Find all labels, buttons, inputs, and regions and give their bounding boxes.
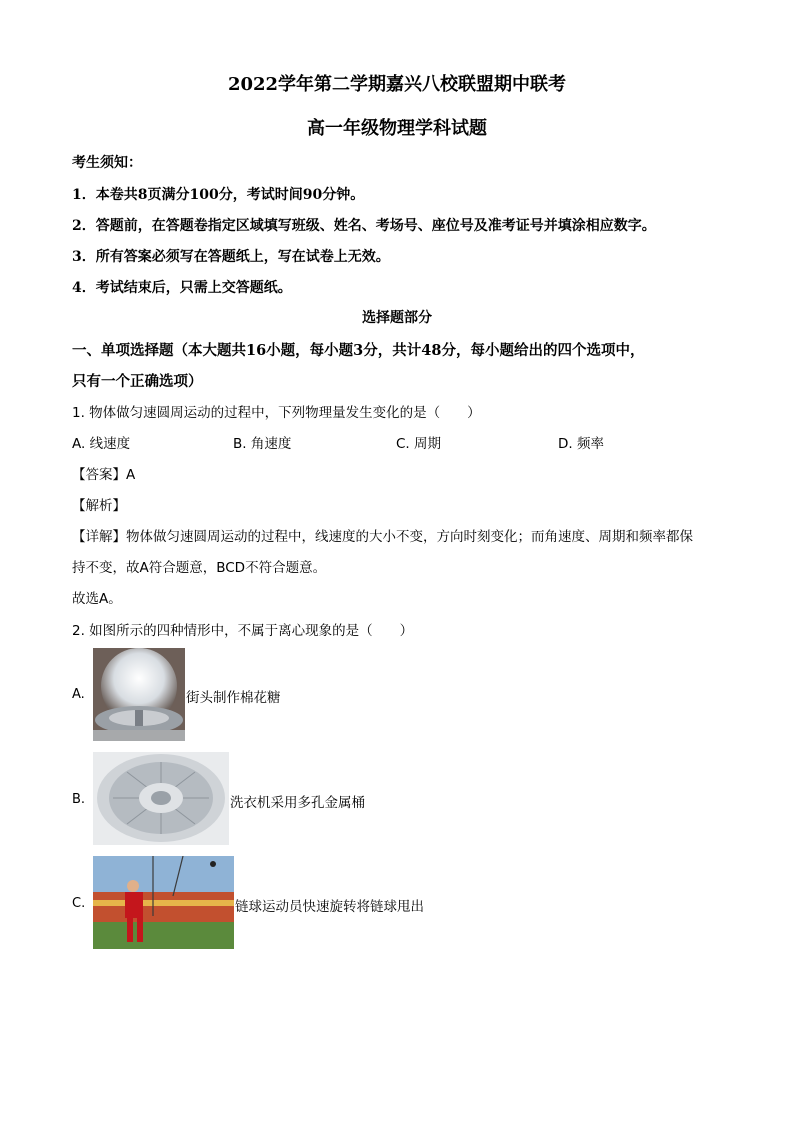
q1-option-a: A. 线速度 bbox=[72, 436, 131, 452]
part1-heading-line2: 只有一个正确选项） bbox=[72, 373, 203, 390]
q2-option-a-label: A. bbox=[72, 687, 85, 702]
washing-machine-photo bbox=[93, 752, 229, 845]
q2-option-c-caption: 链球运动员快速旋转将链球甩出 bbox=[235, 899, 424, 915]
notice-item-1: 1．本卷共8页满分100分，考试时间90分钟。 bbox=[72, 187, 365, 203]
q1-option-c: C. 周期 bbox=[396, 436, 442, 452]
cotton-candy-photo bbox=[93, 648, 185, 741]
q1-conclusion: 故选A。 bbox=[72, 591, 122, 607]
q2-stem: 2. 如图所示的四种情形中，不属于离心现象的是（ ） bbox=[72, 623, 414, 639]
notice-heading: 考生须知： bbox=[72, 155, 142, 171]
notice-item-4: 4．考试结束后，只需上交答题纸。 bbox=[72, 280, 292, 296]
q2-option-b-label: B. bbox=[72, 792, 86, 807]
q1-detail-line2: 持不变，故A符合题意，BCD不符合题意。 bbox=[72, 560, 327, 576]
q1-option-d: D. 频率 bbox=[558, 436, 604, 452]
exam-title: 2022学年第二学期嘉兴八校联盟期中联考 bbox=[227, 74, 567, 95]
q1-option-b: B. 角速度 bbox=[233, 436, 292, 452]
notice-item-3: 3．所有答案必须写在答题纸上，写在试卷上无效。 bbox=[72, 249, 390, 265]
part1-heading-line1: 一、单项选择题（本大题共16小题，每小题3分，共计48分，每小题给出的四个选项中， bbox=[72, 342, 645, 359]
q1-stem: 1. 物体做匀速圆周运动的过程中，下列物理量发生变化的是（ ） bbox=[72, 405, 481, 421]
q2-option-b-caption: 洗衣机采用多孔金属桶 bbox=[230, 795, 365, 811]
exam-subtitle: 高一年级物理学科试题 bbox=[307, 118, 487, 139]
q1-answer: 【答案】A bbox=[72, 467, 136, 483]
q1-analysis: 【解析】 bbox=[72, 498, 126, 514]
notice-item-2: 2．答题前，在答题卷指定区域填写班级、姓名、考场号、座位号及准考证号并填涂相应数字。 bbox=[72, 218, 656, 234]
section-title: 选择题部分 bbox=[362, 310, 432, 326]
hammer-throw-photo bbox=[93, 856, 234, 949]
q1-detail-line1: 【详解】物体做匀速圆周运动的过程中，线速度的大小不变，方向时刻变化；而角速度、周期和频率都保 bbox=[72, 529, 693, 545]
q2-option-c-label: C. bbox=[72, 896, 86, 911]
q2-option-a-caption: 街头制作棉花糖 bbox=[186, 690, 281, 706]
